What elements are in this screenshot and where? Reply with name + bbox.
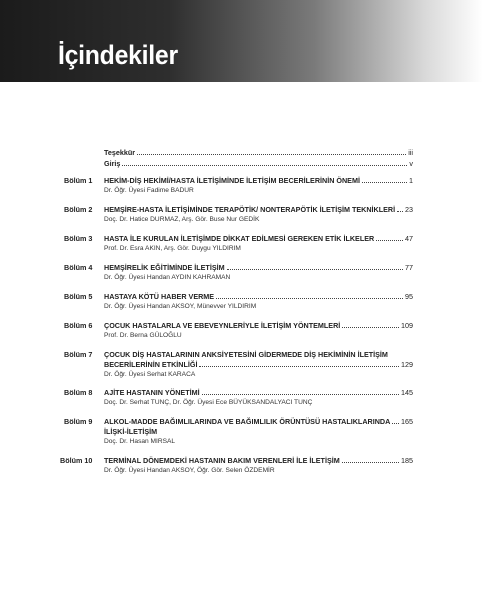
chapter-page: 129 — [401, 360, 413, 369]
chapter-page: 23 — [405, 205, 413, 214]
chapter-title-line — [104, 360, 413, 369]
leader-dots — [362, 181, 407, 183]
chapter-title: HEKİM-DİŞ HEKİMİ/HASTA İLETİŞİMİNDE İLETİŞİM BECERİLERİNİN ÖNEMİ — [104, 176, 360, 185]
toc-preface-acknowledgements[interactable] — [104, 148, 413, 157]
toc-label: Teşekkür — [104, 148, 136, 157]
toc-label: Giriş — [104, 159, 121, 168]
chapter-title-line — [104, 321, 413, 330]
chapter-title-line — [104, 205, 413, 214]
chapter-title: HEMŞİRE-HASTA İLETİŞİMİNDE TERAPÖTİK/ NONTERAPÖTİK İLETİŞİM TEKNİKLERİ — [104, 205, 396, 214]
leader-dots — [392, 422, 399, 424]
chapter-page: 95 — [405, 292, 413, 301]
chapter-page: 185 — [401, 456, 413, 465]
chapter-authors: Dr. Öğr. Üyesi Handan AKSOY, Öğr. Gör. Selen ÖZDEMİR — [104, 467, 275, 474]
chapter-page: 145 — [401, 388, 413, 397]
chapter-number: Bölüm 6 — [64, 321, 93, 330]
chapter-number: Bölüm 3 — [64, 234, 93, 243]
chapter-title: ÇOCUK HASTALARLA VE EBEVEYNLERİYLE İLETİŞİM YÖNTEMLERİ — [104, 321, 341, 330]
chapter-title-line — [104, 417, 413, 426]
chapter-number: Bölüm 7 — [64, 350, 93, 359]
leader-dots — [397, 210, 403, 212]
toc-page: iii — [408, 148, 413, 157]
chapter-number: Bölüm 1 — [64, 176, 93, 185]
chapter-authors: Dr. Öğr. Üyesi Serhat KARACA — [104, 371, 196, 378]
chapter-title: HASTA İLE KURULAN İLETİŞİMDE DİKKAT EDİLMESİ GEREKEN ETİK İLKELER — [104, 234, 375, 243]
chapter-page: 77 — [405, 263, 413, 272]
chapter-authors: Dr. Öğr. Üyesi Handan AYDIN KAHRAMAN — [104, 274, 231, 281]
chapter-authors: Doç. Dr. Serhat TUNÇ, Dr. Öğr. Üyesi Ece BÜYÜKSANDALYACI TUNÇ — [104, 399, 313, 406]
leader-dots — [216, 297, 403, 299]
chapter-number: Bölüm 2 — [64, 205, 93, 214]
leader-dots — [122, 164, 407, 166]
chapter-title: AJİTE HASTANIN YÖNETİMİ — [104, 388, 200, 397]
chapter-number: Bölüm 5 — [64, 292, 93, 301]
chapter-page: 165 — [401, 417, 413, 426]
chapter-authors: Prof. Dr. Esra AKIN, Arş. Gör. Duygu YILDIRIM — [104, 245, 241, 252]
leader-dots — [376, 239, 403, 241]
toc-preface-introduction[interactable] — [104, 159, 413, 168]
chapter-title-line — [104, 263, 413, 272]
chapter-title: ÇOCUK DİŞ HASTALARININ ANKSİYETESİNİ GİDERMEDE DİŞ HEKİMİNİN İLETİŞİM — [104, 350, 388, 359]
chapter-number: Bölüm 4 — [64, 263, 93, 272]
chapter-title: HEMŞİRELİK EĞİTİMİNDE İLETİŞİM — [104, 263, 225, 272]
chapter-page: 1 — [409, 176, 413, 185]
page-title: İçindekiler — [58, 40, 178, 70]
chapter-title-line — [104, 456, 413, 465]
chapter-title: ALKOL-MADDE BAĞIMLILARINDA VE BAĞIMLILIK ÖRÜNTÜSÜ HASTALIKLARINDA — [104, 417, 391, 426]
leader-dots — [202, 393, 399, 395]
leader-dots — [199, 365, 399, 367]
leader-dots — [342, 326, 399, 328]
leader-dots — [342, 461, 399, 463]
chapter-title: TERMİNAL DÖNEMDEKİ HASTANIN BAKIM VERENLERİ İLE İLETİŞİM — [104, 456, 340, 465]
chapter-authors: Doç. Dr. Hasan MIRSAL — [104, 438, 176, 445]
chapter-number: Bölüm 9 — [64, 417, 93, 426]
leader-dots — [227, 268, 403, 270]
chapter-number: Bölüm 8 — [64, 388, 93, 397]
chapter-title-continued: BECERİLERİNİN ETKİNLİĞİ — [104, 360, 198, 369]
header-banner — [0, 0, 483, 82]
chapter-number: Bölüm 10 — [60, 456, 93, 465]
chapter-title-line — [104, 176, 413, 185]
chapter-title-line — [104, 388, 413, 397]
chapter-authors: Dr. Öğr. Üyesi Fadime BADUR — [104, 187, 194, 194]
chapter-authors: Prof. Dr. Berna GÜLOĞLU — [104, 332, 182, 339]
chapter-authors: Doç. Dr. Hatice DURMAZ, Arş. Gör. Buse Nur GEDİK — [104, 216, 260, 223]
toc-page: v — [409, 159, 413, 168]
chapter-page: 109 — [401, 321, 413, 330]
chapter-title: HASTAYA KÖTÜ HABER VERME — [104, 292, 215, 301]
chapter-title-line — [104, 234, 413, 243]
chapter-title-continued: İLİŞKİ-İLETİŞİM — [104, 427, 158, 436]
chapter-page: 47 — [405, 234, 413, 243]
chapter-authors: Dr. Öğr. Üyesi Handan AKSOY, Münevver YILDIRIM — [104, 303, 257, 310]
leader-dots — [137, 153, 406, 155]
chapter-title-line — [104, 292, 413, 301]
